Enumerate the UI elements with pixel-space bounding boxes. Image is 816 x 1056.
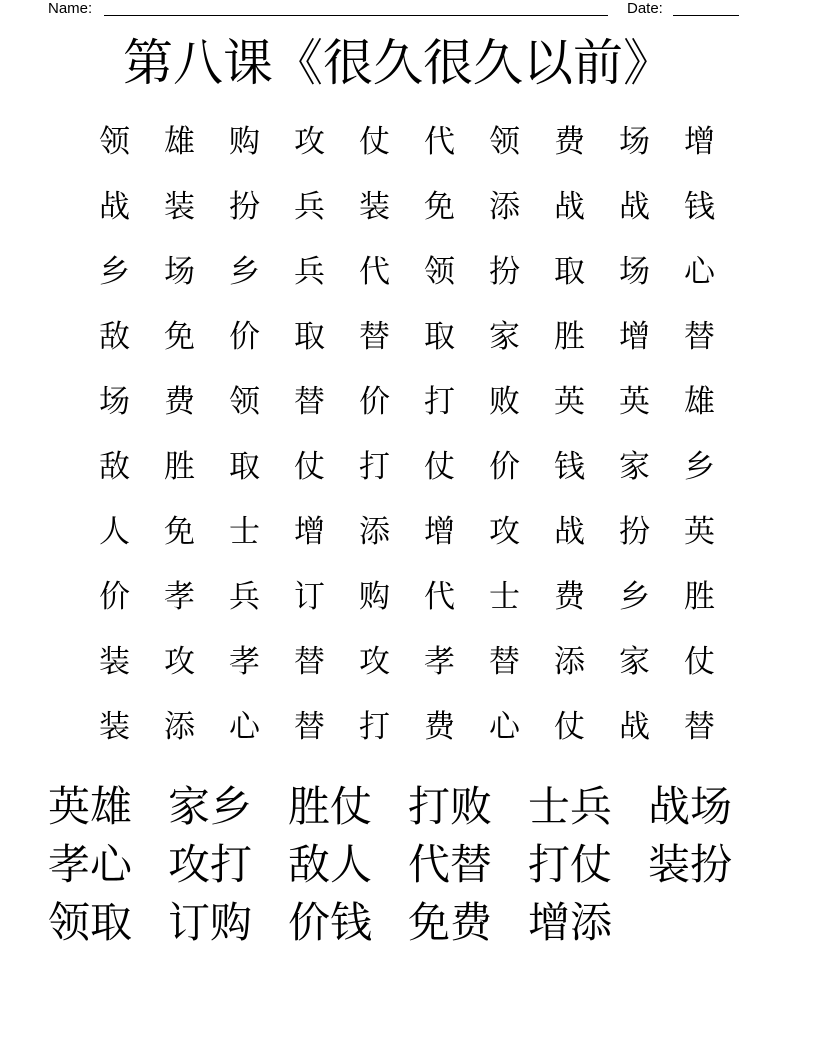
- character-cell: 装: [99, 709, 130, 745]
- vocabulary-word: 价钱: [288, 898, 373, 947]
- character-cell: 替: [294, 709, 325, 745]
- character-cell: 敌: [99, 449, 130, 485]
- character-cell: 增: [294, 514, 325, 550]
- name-blank-line: [104, 15, 608, 16]
- character-cell: 心: [684, 254, 715, 290]
- character-cell: 家: [619, 449, 650, 485]
- character-cell: 雄: [164, 124, 195, 160]
- character-cell: 孝: [229, 644, 260, 680]
- character-cell: 战: [619, 709, 650, 745]
- character-cell: 场: [619, 124, 650, 160]
- character-cell: 添: [164, 709, 195, 745]
- character-grid: [82, 110, 732, 760]
- word-row: [48, 894, 768, 952]
- vocabulary-word: 装扮: [648, 840, 733, 889]
- character-cell: 攻: [359, 644, 390, 680]
- character-cell: 费: [554, 579, 585, 615]
- character-cell: 攻: [294, 124, 325, 160]
- character-cell: 乡: [99, 254, 130, 290]
- character-cell: 兵: [229, 579, 260, 615]
- character-cell: 增: [684, 124, 715, 160]
- character-cell: 购: [359, 579, 390, 615]
- vocabulary-word: 英雄: [48, 782, 133, 831]
- character-cell: 代: [359, 254, 390, 290]
- vocabulary-word: 士兵: [528, 782, 613, 831]
- character-cell: 扮: [229, 189, 260, 225]
- character-cell: 家: [489, 319, 520, 355]
- vocabulary-word: 胜仗: [288, 782, 373, 831]
- character-cell: 免: [164, 514, 195, 550]
- vocabulary-word: 敌人: [288, 840, 373, 889]
- character-cell: 费: [164, 384, 195, 420]
- character-cell: 胜: [684, 579, 715, 615]
- character-cell: 胜: [164, 449, 195, 485]
- character-cell: 英: [684, 514, 715, 550]
- character-cell: 购: [229, 124, 260, 160]
- character-cell: 装: [359, 189, 390, 225]
- character-cell: 免: [424, 189, 455, 225]
- character-cell: 乡: [619, 579, 650, 615]
- character-cell: 增: [424, 514, 455, 550]
- character-cell: 取: [294, 319, 325, 355]
- character-cell: 扮: [489, 254, 520, 290]
- character-cell: 攻: [164, 644, 195, 680]
- character-cell: 雄: [684, 384, 715, 420]
- character-cell: 仗: [554, 709, 585, 745]
- character-cell: 扮: [619, 514, 650, 550]
- character-cell: 英: [619, 384, 650, 420]
- character-cell: 仗: [424, 449, 455, 485]
- character-cell: 战: [554, 514, 585, 550]
- character-cell: 敌: [99, 319, 130, 355]
- character-cell: 孝: [424, 644, 455, 680]
- word-row: [48, 778, 768, 836]
- character-cell: 替: [684, 319, 715, 355]
- character-cell: 攻: [489, 514, 520, 550]
- character-cell: 免: [164, 319, 195, 355]
- vocabulary-word: 打仗: [528, 840, 613, 889]
- character-cell: 仗: [294, 449, 325, 485]
- date-label: Date:: [627, 0, 663, 17]
- character-cell: 打: [359, 449, 390, 485]
- character-cell: 装: [99, 644, 130, 680]
- character-cell: 家: [619, 644, 650, 680]
- character-cell: 兵: [294, 254, 325, 290]
- character-cell: 胜: [554, 319, 585, 355]
- character-cell: 添: [489, 189, 520, 225]
- character-cell: 钱: [684, 189, 715, 225]
- character-cell: 领: [489, 124, 520, 160]
- character-cell: 领: [229, 384, 260, 420]
- character-cell: 孝: [164, 579, 195, 615]
- character-cell: 乡: [684, 449, 715, 485]
- vocabulary-word: 增添: [528, 898, 613, 947]
- character-cell: 费: [424, 709, 455, 745]
- character-cell: 替: [684, 709, 715, 745]
- character-cell: 取: [554, 254, 585, 290]
- character-cell: 仗: [684, 644, 715, 680]
- character-cell: 增: [619, 319, 650, 355]
- character-cell: 代: [424, 124, 455, 160]
- character-cell: 添: [359, 514, 390, 550]
- character-cell: 装: [164, 189, 195, 225]
- character-cell: 仗: [359, 124, 390, 160]
- character-cell: 英: [554, 384, 585, 420]
- character-cell: 打: [424, 384, 455, 420]
- character-cell: 添: [554, 644, 585, 680]
- character-cell: 心: [489, 709, 520, 745]
- character-cell: 替: [294, 644, 325, 680]
- vocabulary-word: 战场: [648, 782, 733, 831]
- character-cell: 场: [619, 254, 650, 290]
- character-cell: 场: [164, 254, 195, 290]
- character-cell: 心: [229, 709, 260, 745]
- character-cell: 价: [489, 449, 520, 485]
- worksheet-header: [0, 0, 816, 20]
- word-list: [48, 778, 768, 952]
- character-cell: 士: [229, 514, 260, 550]
- character-cell: 士: [489, 579, 520, 615]
- character-cell: 代: [424, 579, 455, 615]
- character-cell: 兵: [294, 189, 325, 225]
- character-cell: 价: [359, 384, 390, 420]
- vocabulary-word: 孝心: [48, 840, 133, 889]
- character-cell: 替: [294, 384, 325, 420]
- character-cell: 费: [554, 124, 585, 160]
- character-cell: 替: [489, 644, 520, 680]
- vocabulary-word: 领取: [48, 898, 133, 947]
- vocabulary-word: 打败: [408, 782, 493, 831]
- character-cell: 战: [99, 189, 130, 225]
- character-cell: 场: [99, 384, 130, 420]
- character-cell: 订: [294, 579, 325, 615]
- character-cell: 乡: [229, 254, 260, 290]
- character-cell: 取: [229, 449, 260, 485]
- character-cell: 取: [424, 319, 455, 355]
- character-cell: 价: [99, 579, 130, 615]
- vocabulary-word: 订购: [168, 898, 253, 947]
- name-label: Name:: [48, 0, 93, 17]
- character-cell: 打: [359, 709, 390, 745]
- character-cell: 领: [99, 124, 130, 160]
- vocabulary-word: 代替: [408, 840, 493, 889]
- vocabulary-word: 家乡: [168, 782, 253, 831]
- vocabulary-word: 免费: [408, 898, 493, 947]
- character-cell: 价: [229, 319, 260, 355]
- character-cell: 战: [554, 189, 585, 225]
- character-cell: 败: [489, 384, 520, 420]
- character-cell: 钱: [554, 449, 585, 485]
- character-cell: 领: [424, 254, 455, 290]
- date-blank-line: [673, 15, 739, 16]
- character-cell: 战: [619, 189, 650, 225]
- character-cell: 替: [359, 319, 390, 355]
- worksheet-title: 第八课《很久很久以前》: [123, 34, 673, 92]
- word-row: [48, 836, 768, 894]
- vocabulary-word: 攻打: [168, 840, 253, 889]
- character-cell: 人: [99, 514, 130, 550]
